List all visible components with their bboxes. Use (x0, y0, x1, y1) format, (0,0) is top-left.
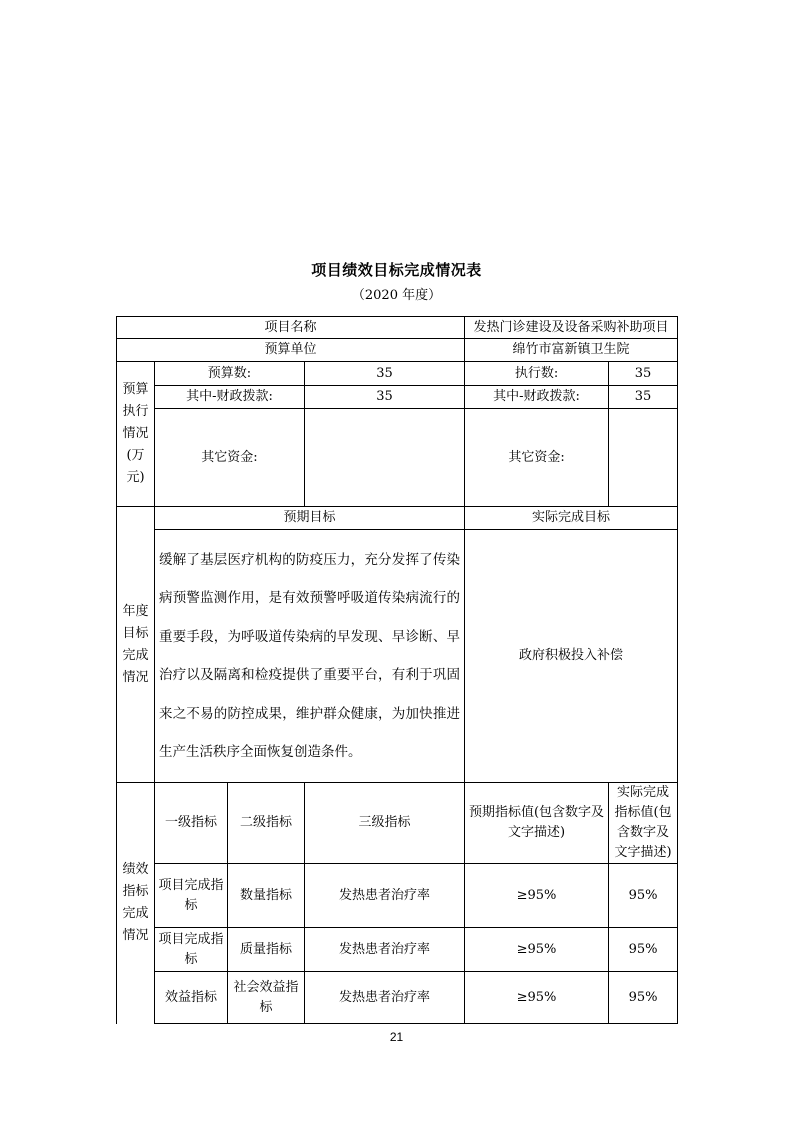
indicator-expected: ≥95% (465, 972, 609, 1024)
budget-fiscal-label-2: 其中-财政拨款: (465, 386, 609, 409)
indicator-header-level2: 二级指标 (228, 783, 305, 864)
budget-fiscal-value-1: 35 (305, 386, 465, 409)
indicator-actual: 95% (609, 972, 678, 1024)
annual-actual-header: 实际完成目标 (465, 507, 678, 530)
indicator-header-expected: 预期指标值(包含数字及文字描述) (465, 783, 609, 864)
indicator-level2: 质量指标 (228, 928, 305, 972)
indicator-level3: 发热患者治疗率 (305, 928, 465, 972)
indicator-row (117, 928, 678, 972)
budget-unit-value: 绵竹市富新镇卫生院 (465, 339, 678, 362)
indicator-expected: ≥95% (465, 928, 609, 972)
indicator-level2: 社会效益指标 (228, 972, 305, 1024)
annual-header-row (117, 507, 678, 530)
budget-planned-value: 35 (305, 362, 465, 386)
budget-executed-value: 35 (609, 362, 678, 386)
budget-planned-row (117, 362, 678, 386)
budget-fiscal-value-2: 35 (609, 386, 678, 409)
annual-content-row (117, 530, 678, 783)
indicator-level3: 发热患者治疗率 (305, 864, 465, 928)
performance-table (116, 316, 678, 1024)
budget-planned-label: 预算数: (155, 362, 305, 386)
budget-section-label: 预算执行情况(万元) (117, 362, 155, 507)
annual-expected-text: 缓解了基层医疗机构的防疫压力，充分发挥了传染病预警监测作用，是有效预警呼吸道传染病流行的重要手段，为呼吸道传染病的早发现、早诊断、早治疗以及隔离和检疫提供了重要平台，有利于巩固来之不易的防控成果，维护群众健康，为加快推进生产生活秩序全面恢复创造条件。 (155, 530, 465, 783)
budget-other-row (117, 409, 678, 507)
annual-section-label: 年度目标完成情况 (117, 507, 155, 783)
indicator-level1: 项目完成指标 (155, 864, 228, 928)
budget-other-label-2: 其它资金: (465, 409, 609, 507)
project-name-row (117, 317, 678, 339)
indicator-level3: 发热患者治疗率 (305, 972, 465, 1024)
page-title: 项目绩效目标完成情况表 (311, 261, 482, 279)
indicator-header-level3: 三级指标 (305, 783, 465, 864)
budget-other-label-1: 其它资金: (155, 409, 305, 507)
indicator-actual: 95% (609, 928, 678, 972)
budget-unit-label: 预算单位 (117, 339, 465, 362)
indicator-header-row (117, 783, 678, 864)
indicator-expected: ≥95% (465, 864, 609, 928)
indicator-header-level1: 一级指标 (155, 783, 228, 864)
indicator-header-actual: 实际完成指标值(包含数字及文字描述) (609, 783, 678, 864)
page-subtitle: （2020 年度） (351, 288, 442, 303)
indicator-row (117, 864, 678, 928)
budget-other-value-1 (305, 409, 465, 507)
annual-expected-header: 预期目标 (155, 507, 465, 530)
annual-actual-text: 政府积极投入补偿 (465, 530, 678, 783)
budget-executed-label: 执行数: (465, 362, 609, 386)
indicator-section-label: 绩效指标完成情况 (117, 783, 155, 1024)
indicator-actual: 95% (609, 864, 678, 928)
project-name-label: 项目名称 (117, 317, 465, 339)
project-name-value: 发热门诊建设及设备采购补助项目 (465, 317, 678, 339)
indicator-row (117, 972, 678, 1024)
indicator-level2: 数量指标 (228, 864, 305, 928)
budget-fiscal-label-1: 其中-财政拨款: (155, 386, 305, 409)
indicator-level1: 项目完成指标 (155, 928, 228, 972)
budget-fiscal-row (117, 386, 678, 409)
page-number: 21 (389, 1030, 404, 1044)
budget-other-value-2 (609, 409, 678, 507)
budget-unit-row (117, 339, 678, 362)
indicator-level1: 效益指标 (155, 972, 228, 1024)
